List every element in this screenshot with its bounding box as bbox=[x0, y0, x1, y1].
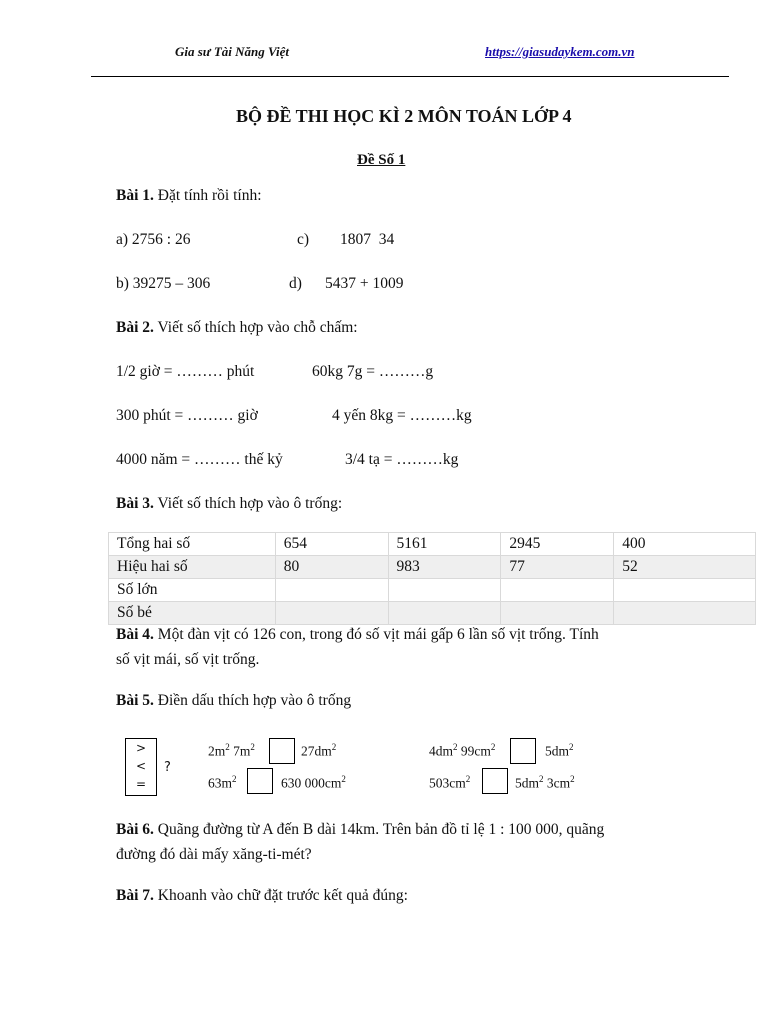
table-cell[interactable] bbox=[501, 579, 614, 602]
cmp3-right: $5dm^2$ bbox=[545, 742, 574, 759]
bai3-table bbox=[108, 532, 756, 625]
sign-options-box bbox=[125, 738, 157, 796]
question-mark: ? bbox=[164, 760, 171, 775]
bai3-heading: Bài 3. Viết số thích hợp vào ô trống: bbox=[116, 495, 343, 512]
header-link[interactable]: https://giasudaykem.com.vn bbox=[485, 44, 635, 59]
cmp3-left: $4dm^2$ $99cm^2$ bbox=[429, 742, 496, 759]
table-row bbox=[109, 602, 756, 625]
table-cell: 5161 bbox=[388, 533, 501, 556]
bai1-item-d-key: d) bbox=[289, 275, 302, 292]
answer-box[interactable] bbox=[482, 768, 508, 794]
bai4-line2: số vịt mái, số vịt trống. bbox=[116, 651, 260, 668]
bai2-row3-left: 4000 năm = ……… thế kỷ bbox=[116, 451, 283, 468]
table-cell[interactable] bbox=[614, 602, 756, 625]
table-cell: Hiệu hai số bbox=[109, 556, 276, 579]
page-title: BỘ ĐỀ THI HỌC KÌ 2 MÔN TOÁN LỚP 4 bbox=[236, 106, 572, 126]
cmp4-left: $503cm^2$ bbox=[429, 774, 471, 791]
sign-greater: > bbox=[135, 741, 147, 755]
table-cell[interactable] bbox=[388, 579, 501, 602]
table-cell: Tổng hai số bbox=[109, 533, 276, 556]
sign-equal: = bbox=[135, 777, 147, 791]
sign-less: < bbox=[135, 759, 147, 773]
table-cell: 400 bbox=[614, 533, 756, 556]
table-row bbox=[109, 579, 756, 602]
bai2-row1-left: 1/2 giờ = ……… phút bbox=[116, 363, 255, 380]
answer-box[interactable] bbox=[247, 768, 273, 794]
answer-box[interactable] bbox=[510, 738, 536, 764]
table-row bbox=[109, 533, 756, 556]
cmp2-left: $63m^2$ bbox=[208, 774, 237, 791]
table-cell[interactable] bbox=[388, 602, 501, 625]
cmp1-left: $2m^2$ $7m^2$ bbox=[208, 742, 255, 759]
table-cell[interactable] bbox=[614, 579, 756, 602]
table-cell[interactable] bbox=[275, 579, 388, 602]
bai5-heading: Bài 5. Điền dấu thích hợp vào ô trống bbox=[116, 692, 352, 709]
bai7-heading: Bài 7. Khoanh vào chữ đặt trước kết quả đúng: bbox=[116, 887, 408, 904]
table-cell: 983 bbox=[388, 556, 501, 579]
cmp1-right: $27dm^2$ bbox=[301, 742, 337, 759]
bai2-row2-left: 300 phút = ……… giờ bbox=[116, 407, 258, 424]
table-cell: 654 bbox=[275, 533, 388, 556]
cmp4-right: $5dm^2$ $3cm^2$ bbox=[515, 774, 575, 791]
header-brand: Gia sư Tài Năng Việt bbox=[175, 44, 289, 59]
table-row bbox=[109, 556, 756, 579]
table-cell: 80 bbox=[275, 556, 388, 579]
bai2-row2-right: 4 yến 8kg = ………kg bbox=[332, 407, 472, 424]
bai1-heading: Bài 1. Đặt tính rồi tính: bbox=[116, 187, 262, 204]
bai2-row3-right: 3/4 tạ = ………kg bbox=[345, 451, 459, 468]
bai1-item-b: b) 39275 – 306 bbox=[116, 275, 211, 292]
table-cell: 52 bbox=[614, 556, 756, 579]
bai1-item-c-key: c) bbox=[297, 231, 310, 248]
table-cell: 77 bbox=[501, 556, 614, 579]
header-divider bbox=[91, 76, 729, 77]
table-cell: Số bé bbox=[109, 602, 276, 625]
table-cell[interactable] bbox=[501, 602, 614, 625]
bai1-item-c: 1807 34 bbox=[340, 231, 395, 248]
table-cell[interactable] bbox=[275, 602, 388, 625]
cmp2-right: 630 $000cm^2$ bbox=[281, 774, 346, 791]
answer-box[interactable] bbox=[269, 738, 295, 764]
bai4-line1: Bài 4. Một đàn vịt có 126 con, trong đó số vịt mái gấp 6 lần số vịt trống. Tính bbox=[116, 626, 599, 643]
table-cell: Số lớn bbox=[109, 579, 276, 602]
bai2-heading: Bài 2. Viết số thích hợp vào chỗ chấm: bbox=[116, 319, 358, 336]
table-cell: 2945 bbox=[501, 533, 614, 556]
bai2-row1-right: 60kg 7g = ………g bbox=[312, 363, 434, 380]
exam-number: Đề Số 1 bbox=[357, 152, 406, 168]
bai1-item-d: 5437 + 1009 bbox=[325, 275, 404, 292]
bai6-line2: đường đó dài mấy xăng-ti-mét? bbox=[116, 846, 312, 863]
bai1-item-a: a) 2756 : 26 bbox=[116, 231, 191, 248]
bai6-line1: Bài 6. Quãng đường từ A đến B dài 14km. Trên bản đồ tỉ lệ 1 : 100 000, quãng bbox=[116, 821, 605, 838]
